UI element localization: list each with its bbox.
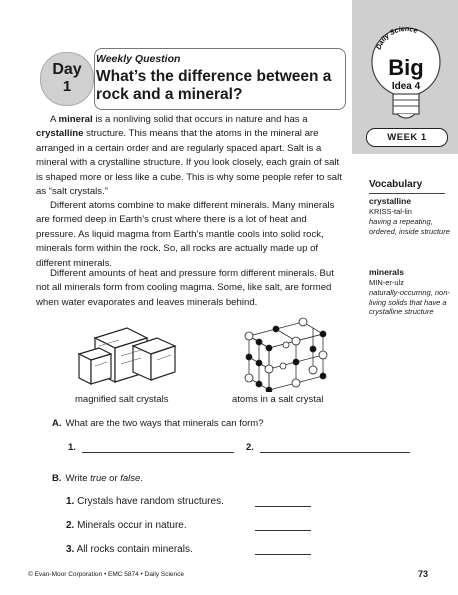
question-b bbox=[52, 473, 143, 484]
vocab-pronunciation: MIN-er-ulz bbox=[369, 278, 404, 287]
tf-item-number: 3. bbox=[66, 544, 75, 555]
tf-item-number: 2. bbox=[66, 520, 75, 531]
vocab-term: minerals bbox=[369, 267, 404, 277]
tf-answer-line-2[interactable] bbox=[255, 530, 311, 531]
tf-item bbox=[66, 520, 187, 531]
word-true: true bbox=[90, 473, 107, 484]
question-b-pre: Write bbox=[65, 473, 91, 484]
left-figure-caption: magnified salt crystals bbox=[75, 394, 169, 405]
answer-line-1[interactable] bbox=[82, 452, 234, 453]
tf-answer-line-1[interactable] bbox=[255, 506, 311, 507]
question-b-letter: B. bbox=[52, 473, 62, 484]
right-figure-caption: atoms in a salt crystal bbox=[232, 394, 324, 405]
salt-crystals-illustration bbox=[75, 318, 185, 390]
word-false: false bbox=[120, 473, 141, 484]
footer-credit: © Evan-Moor Corporation • EMC 5874 • Daily Science bbox=[28, 571, 185, 578]
series-label: Daily Science bbox=[375, 25, 419, 51]
paragraph-3: Different amounts of heat and pressure form different minerals. But not all minerals form from cooling magma. Some, like salt, are formed when water evaporates and leaves minerals behind. bbox=[36, 268, 334, 308]
vocabulary-title: Vocabulary bbox=[369, 179, 423, 190]
paragraph-2: Different atoms combine to make different minerals. Many minerals are formed deep in Earth’s crust where there is a lot of heat and pressure. As liquid magma from Earth’s mantle cools into solid rock, minerals form within the rock. So, all rocks are actually made up of different minerals. bbox=[36, 200, 335, 269]
day-badge bbox=[40, 52, 94, 106]
weekly-question-label: Weekly Question bbox=[96, 53, 181, 65]
term-crystalline: crystalline bbox=[36, 128, 84, 140]
vocab-pronunciation: KRISS-tal-lin bbox=[369, 207, 412, 216]
tf-item-text: Minerals occur in nature. bbox=[77, 520, 187, 531]
week-badge: WEEK 1 bbox=[366, 128, 448, 147]
p1-mid: is a nonliving solid that occurs in nature and has a bbox=[92, 114, 308, 125]
big-label: Big bbox=[388, 55, 424, 80]
vocabulary-divider bbox=[369, 193, 445, 194]
tf-item bbox=[66, 544, 193, 555]
answer-line-2[interactable] bbox=[260, 452, 410, 453]
blank-number: 1. bbox=[68, 442, 76, 453]
idea-label: Idea 4 bbox=[391, 81, 421, 92]
lightbulb-icon bbox=[367, 18, 445, 128]
p1-post: structure. This means that the atoms in the mineral are arranged in a certain order and are regularly spaced apart. Salt is a mineral with a crystalline structure. If you look closely, each grain of salt is shaped more or less like a cube. This is why some people refer to salt as “salt crystals.” bbox=[36, 128, 342, 198]
term-mineral: mineral bbox=[58, 114, 93, 125]
page-number: 73 bbox=[418, 569, 429, 579]
day-label: Day bbox=[52, 61, 82, 78]
tf-item-text: All rocks contain minerals. bbox=[76, 544, 193, 555]
paragraph-1 bbox=[36, 113, 346, 199]
tf-item-text: Crystals have random structures. bbox=[77, 496, 224, 507]
question-a bbox=[52, 418, 264, 429]
question-b-or: or bbox=[106, 473, 121, 484]
blank-number: 2. bbox=[246, 442, 254, 453]
question-a-letter: A. bbox=[52, 418, 62, 429]
tf-item bbox=[66, 496, 224, 507]
tf-answer-line-3[interactable] bbox=[255, 554, 311, 555]
page-title: What’s the difference between a rock and a mineral? bbox=[96, 68, 332, 103]
vocab-definition: having a repeating, ordered, inside structure bbox=[369, 217, 450, 236]
day-number: 1 bbox=[62, 78, 72, 95]
salt-atom-lattice-illustration bbox=[243, 314, 329, 392]
question-b-end: . bbox=[140, 473, 143, 484]
p1-pre: A bbox=[50, 114, 59, 125]
tf-item-number: 1. bbox=[66, 496, 75, 507]
vocab-term: crystalline bbox=[369, 196, 412, 206]
vocab-definition: naturally-occurring, non-living solids that have a crystalline structure bbox=[369, 288, 450, 316]
question-a-text: What are the two ways that minerals can form? bbox=[65, 418, 264, 429]
